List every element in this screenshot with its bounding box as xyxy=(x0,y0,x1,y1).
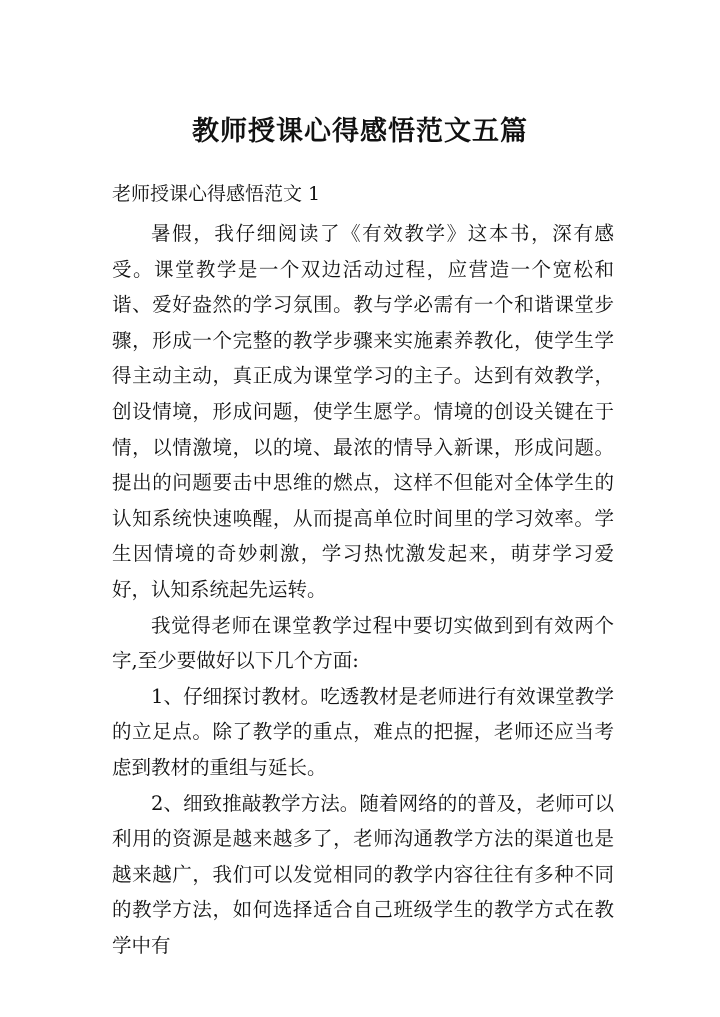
paragraph-1: 暑假，我仔细阅读了《有效教学》这本书，深有感受。课堂教学是一个双边活动过程，应营造一个宽松和谐、爱好盎然的学习氛围。教与学必需有一个和谐课堂步骤，形成一个完整的教学步骤来实施素养教化，使学生学得主动主动，真正成为课堂学习的主子。达到有效教学，创设情境，形成问题，使学生愿学。情境的创设关键在于情，以情激境，以的境、最浓的情导入新课，形成问题。提出的问题要击中思维的燃点，这样不但能对全体学生的认知系统快速唤醒，从而提高单位时间里的学习效率。学生因情境的奇妙刺激，学习热忱激发起来，萌芽学习爱好，认知系统起先运转。 xyxy=(112,222,614,601)
paragraph-2: 我觉得老师在课堂教学过程中要切实做到到有效两个字,至少要做好以下几个方面: xyxy=(112,613,614,673)
paragraph-3: 1、仔细探讨教材。吃透教材是老师进行有效课堂教学的立足点。除了教学的重点，难点的把握，老师还应当考虑到教材的重组与延长。 xyxy=(112,684,614,779)
section-heading: 老师授课心得感悟范文 1 xyxy=(112,183,321,205)
paragraph-4: 2、细致推敲教学方法。随着网络的的普及，老师可以利用的资源是越来越多了，老师沟通教学方法的渠道也是越来越广，我们可以发觉相同的教学内容往往有多种不同的教学方法，如何选择适合自己班级学生的教学方式在教学中有 xyxy=(112,791,614,957)
page-title: 教师授课心得感悟范文五篇 xyxy=(192,116,528,147)
body-text xyxy=(112,216,614,963)
